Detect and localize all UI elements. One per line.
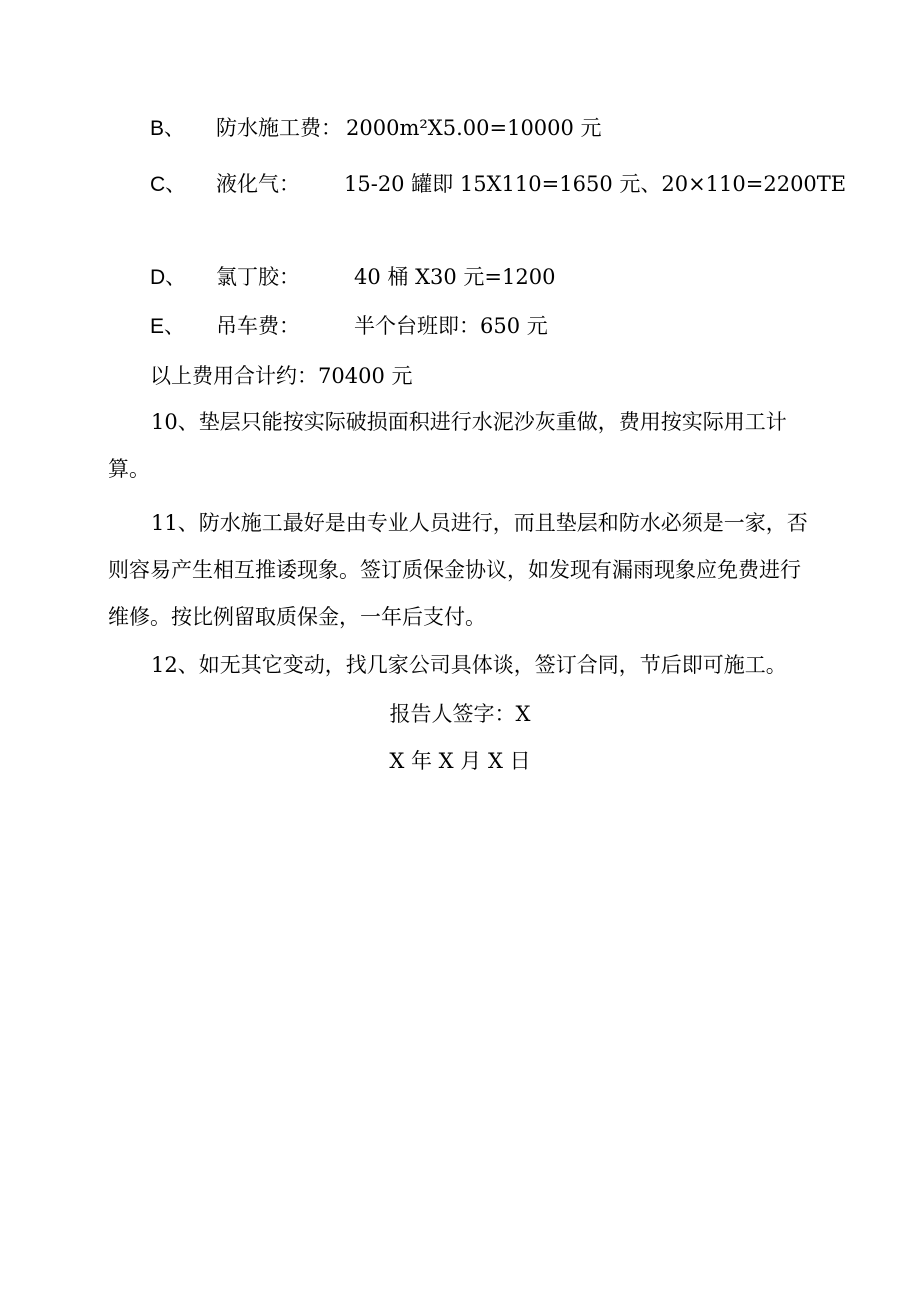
item-letter: B、	[150, 117, 186, 140]
item-label: 液化气：	[216, 172, 300, 196]
paragraph-11: 11、防水施工最好是由专业人员进行，而且垫层和防水必须是一家，否则容易产生相互推诿现象。签订质保金协议，如发现有漏雨现象应免费进行维修。按比例留取质保金，一年后支付。	[108, 511, 808, 629]
item-letter: E、	[150, 315, 186, 338]
paragraph-10: 10、垫层只能按实际破损面积进行水泥沙灰重做，费用按实际用工计算。	[108, 410, 787, 481]
item-label: 防水施工费：	[216, 116, 342, 140]
item-value: 半个台班即：650 元	[354, 314, 548, 338]
item-value: 15-20 罐即 15X110=1650 元、20×110=2200TE	[344, 172, 847, 196]
item-label: 吊车费：	[216, 314, 300, 338]
item-letter: D、	[150, 266, 187, 289]
item-label: 氯丁胶：	[216, 265, 300, 289]
date-line: X 年 X 月 X 日	[389, 749, 531, 773]
signature-line: 报告人签字：X	[389, 702, 531, 726]
paragraph-12: 12、如无其它变动，找几家公司具体谈，签订合同，节后即可施工。	[151, 653, 787, 677]
item-letter: C、	[150, 173, 187, 196]
cost-total: 以上费用合计约：70400 元	[150, 364, 413, 388]
item-value: 2000m²X5.00=10000 元	[346, 116, 602, 140]
item-value: 40 桶 X30 元=1200	[354, 265, 556, 289]
